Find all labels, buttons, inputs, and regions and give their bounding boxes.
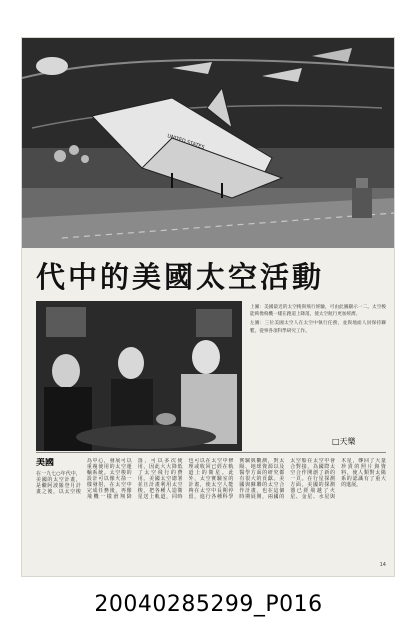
section-divider	[36, 452, 386, 453]
intro-paragraphs	[250, 304, 386, 430]
shuttle-label: UNITED STATES	[166, 133, 206, 151]
document-page	[22, 38, 394, 576]
author-byline: □天樂	[332, 437, 356, 446]
page-number: 14	[379, 562, 386, 568]
intro-paragraph: 左圖：三位美國太空人在太空中執行任務，並與地面人員保持聯繫，從事各項科學研究工作。	[250, 321, 386, 334]
article-headline: 代中的美國太空活動	[36, 260, 325, 294]
body-text: 在一九七○年代中，美國的太空計畫，是繼阿波羅登月計畫之後，以太空梭為中心，發展可以重複使用的太空運輸系統。太空梭的設計可以像火箭一樣發射，在太空中完成任務後，再像飛機一樣滑翔降落，可以多次使用，因此大大降低了太空飛行的費用。美國太空總署並且計畫利用太空梭，把各種人造衛星送上軌道，同時也可以在太空中修理或收回已經在軌道上的衛星。此外，太空實驗室的計畫，使太空人能夠在太空中長期停留，進行各種科學實驗與觀測，對太陽、地球資源以及醫學方面的研究都有很大的貢獻。美國與蘇聯的太空合作計畫，也在這個時期展開，兩國的太空船在太空中會合對接，為國際太空合作開創了新的一頁。在行星探測方面，美國的探測器已經飛越了火星、金星、水星與木星，傳回了大量珍貴的照片與資料，使人類對太陽系的認識有了重大的進展。	[36, 458, 386, 500]
article-body	[36, 458, 386, 564]
archive-id-caption: 20040285299_P016	[94, 592, 323, 617]
space-shuttle-illustration	[22, 38, 394, 248]
intro-paragraph: 上圖：美國最近的太空梭與飛行經驗，可由此圖顯示一二。太空梭能夠像飛機一樣在跑道上降落，使太空航行更加經濟。	[250, 305, 386, 318]
astronauts-photo	[36, 301, 242, 451]
section-heading: 美國	[36, 458, 55, 468]
